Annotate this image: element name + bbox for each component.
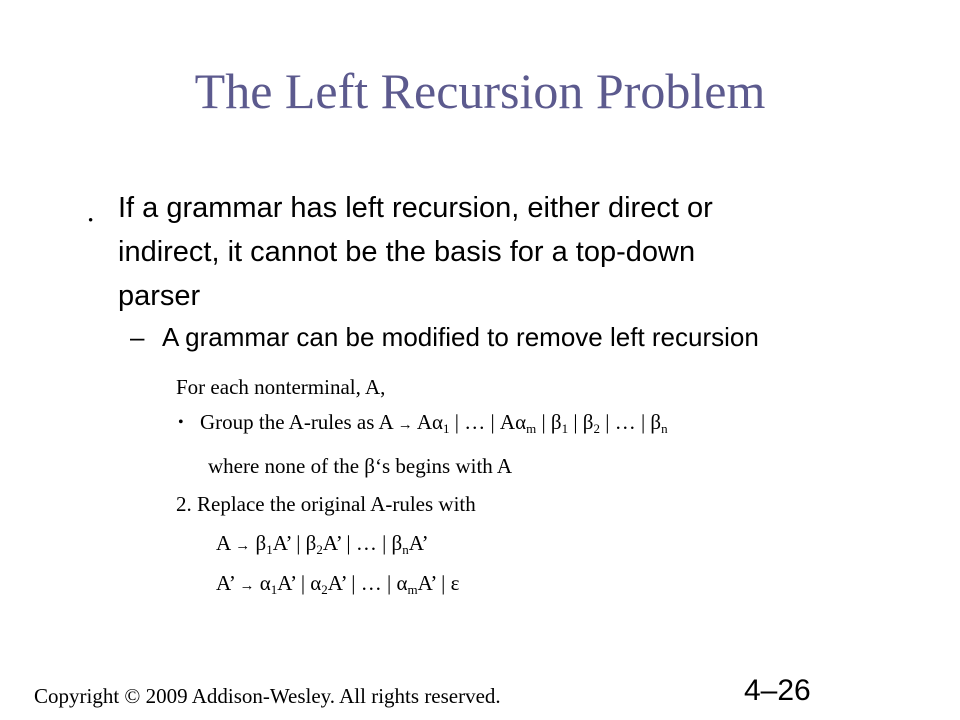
replacement-rule-a-prime: A’ → $\alpha_1A$’ | $\alpha_2A$’ | … | $\alpha_mA$’ | ε — [216, 571, 460, 597]
where-line: where none of the β‘s begins with A — [208, 454, 513, 478]
main-bullet-line: If a grammar has left recursion, either direct or — [118, 192, 713, 224]
sub-bullet-text: A grammar can be modified to remove left recursion — [162, 322, 759, 352]
copyright-footer: Copyright © 2009 Addison-Wesley. All rights reserved. — [34, 684, 501, 708]
step-two-line: 2. Replace the original A-rules with — [176, 492, 476, 516]
small-bullet-dot: • — [178, 414, 184, 431]
dash-bullet: – — [130, 322, 145, 352]
page-number: 4–26 — [744, 674, 811, 707]
slide-title: The Left Recursion Problem — [194, 63, 766, 119]
step-intro: For each nonterminal, A, — [176, 375, 386, 399]
replacement-rule-a: $A \to \beta_1A$’ | $\beta_2A$’ | … | $\beta_nA$’ — [216, 531, 429, 557]
main-bullet-text — [118, 186, 838, 318]
main-bullet-line: parser — [118, 280, 201, 312]
main-bullet-line: indirect, it cannot be the basis for a top-down — [118, 236, 696, 268]
group-rules-line: Group the A-rules as $A \to A\alpha_1$ | … | $A\alpha_m$ | $\beta_1$ | $\beta_2$ | … | $\beta_n$ — [200, 410, 668, 436]
bullet-dot: • — [88, 213, 94, 229]
